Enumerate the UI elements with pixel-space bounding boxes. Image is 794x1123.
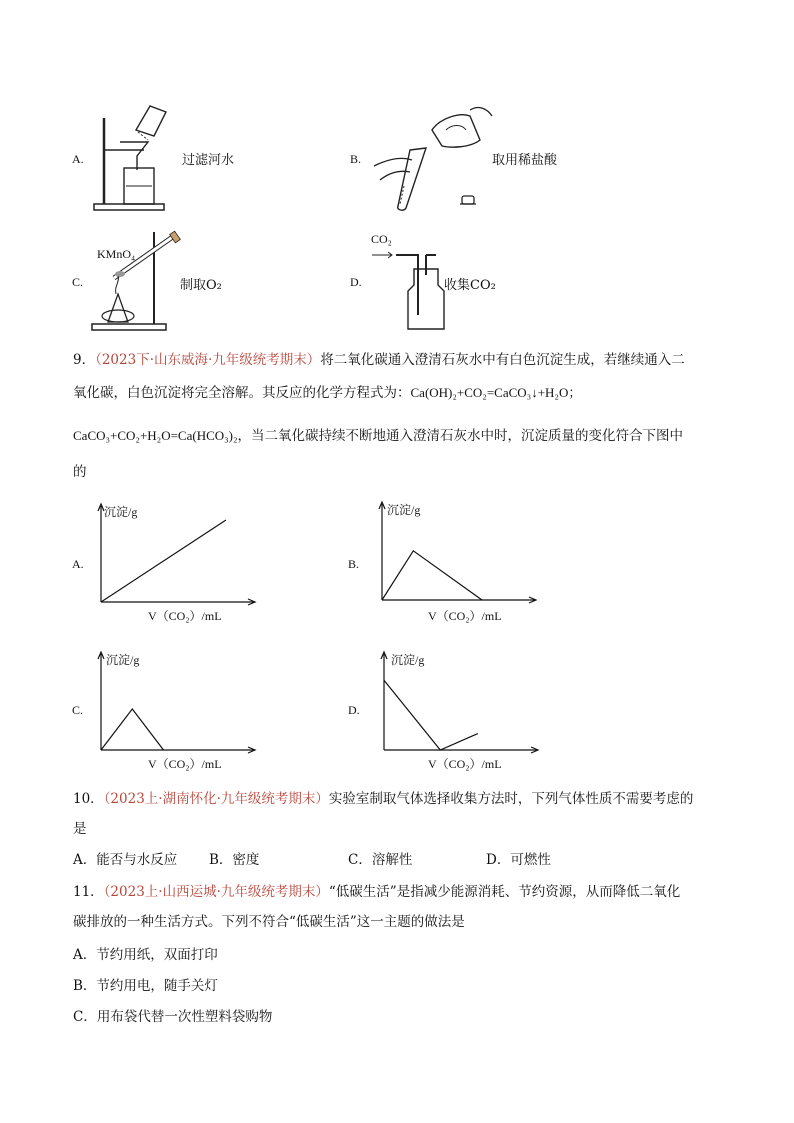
data-line (384, 680, 478, 750)
question-11-source: （2023上·山西运城·九年级统考期末） (103, 884, 329, 900)
oxygen-preparation-image (92, 228, 172, 333)
question-9-number: 9． (73, 352, 96, 368)
graph-letter-a: A. (72, 557, 84, 571)
question-10-line-1 (73, 789, 733, 809)
data-line (101, 709, 164, 750)
data-line (382, 551, 482, 600)
question-9-text-3: ，当二氧化碳持续不断地通入澄清石灰水中时，沉淀质量的变化符合下图中 (237, 428, 684, 444)
acid-pouring-image (370, 100, 510, 215)
option-letter-b: B. (350, 152, 362, 166)
graph-c-ylabel: 沉淀/g (106, 653, 140, 667)
equation-1: Ca(OH)₂+CO₂=CaCO₃↓+H₂O； (410, 385, 582, 400)
question-10-text-2: 是 (73, 821, 87, 837)
question-10-text-1: 实验室制取气体选择收集方法时，下列气体性质不需要考虑的 (328, 791, 694, 807)
question-9-source: （2023下·山东威海·九年级统考期末） (95, 352, 321, 368)
question-9-line-1 (73, 350, 733, 370)
option-caption-d: 收集CO₂ (444, 278, 496, 293)
option-caption-c: 制取O₂ (180, 278, 222, 293)
question-10-option-d: D．可燃性 (486, 852, 551, 868)
question-9-line-2 (73, 383, 733, 403)
co2-inlet-label: CO₂ (371, 232, 392, 246)
question-11-number: 11． (73, 884, 104, 900)
option-letter-d: D. (350, 275, 362, 289)
question-11-line-1 (73, 882, 743, 902)
graph-b-ylabel: 沉淀/g (387, 503, 421, 517)
question-9-text-1: 将二氧化碳通入澄清石灰水中有白色沉淀生成，若继续通入二 (320, 352, 685, 368)
graph-d-xlabel: V（CO₂）/mL (428, 757, 502, 771)
graph-letter-c: C. (72, 703, 84, 717)
question-11-option-a: A．节约用纸，双面打印 (73, 947, 218, 963)
question-10-option-b: B．密度 (209, 852, 260, 868)
graph-a (95, 500, 255, 610)
question-9-text-4: 的 (73, 464, 87, 480)
gas-collection-bottle-image (370, 245, 450, 335)
question-10-number: 10． (73, 791, 104, 807)
graph-c-xlabel: V（CO₂）/mL (148, 757, 222, 771)
option-letter-a: A. (72, 152, 84, 166)
question-10-source: （2023上·湖南怀化·九年级统考期末） (103, 791, 329, 807)
graph-letter-b: B. (348, 557, 360, 571)
question-11-option-b: B．节约用电，随手关灯 (73, 978, 218, 994)
graph-d-ylabel: 沉淀/g (391, 653, 425, 667)
data-line (101, 520, 226, 602)
option-caption-a: 过滤河水 (182, 153, 235, 168)
filtration-apparatus-image (92, 100, 172, 215)
question-9-line-3 (73, 426, 753, 446)
question-10-option-c: C．溶解性 (348, 852, 413, 868)
question-11-text-2: 碳排放的一种生活方式。下列不符合“低碳生活”这一主题的做法是 (73, 914, 465, 930)
kmno4-label: KMnO₄ (97, 247, 136, 261)
graph-b (376, 498, 536, 608)
graph-letter-d: D. (348, 703, 360, 717)
option-caption-b: 取用稀盐酸 (492, 153, 558, 168)
question-11-text-1: “低碳生活”是指减少能源消耗、节约资源，从而降低二氧化 (328, 884, 681, 900)
graph-d (378, 648, 538, 758)
question-11-option-c: C．用布袋代替一次性塑料袋购物 (73, 1009, 273, 1025)
graph-a-xlabel: V（CO₂）/mL (148, 609, 222, 623)
option-letter-c: C. (72, 275, 84, 289)
question-9-text-2: 氧化碳，白色沉淀将完全溶解。其反应的化学方程式为： (73, 385, 411, 401)
graph-b-xlabel: V（CO₂）/mL (428, 609, 502, 623)
equation-2: CaCO₃+CO₂+H₂O=Ca(HCO₃)₂ (73, 428, 238, 443)
question-10-option-a: A．能否与水反应 (73, 852, 178, 868)
graph-a-ylabel: 沉淀/g (104, 505, 138, 519)
graph-c (95, 648, 255, 758)
